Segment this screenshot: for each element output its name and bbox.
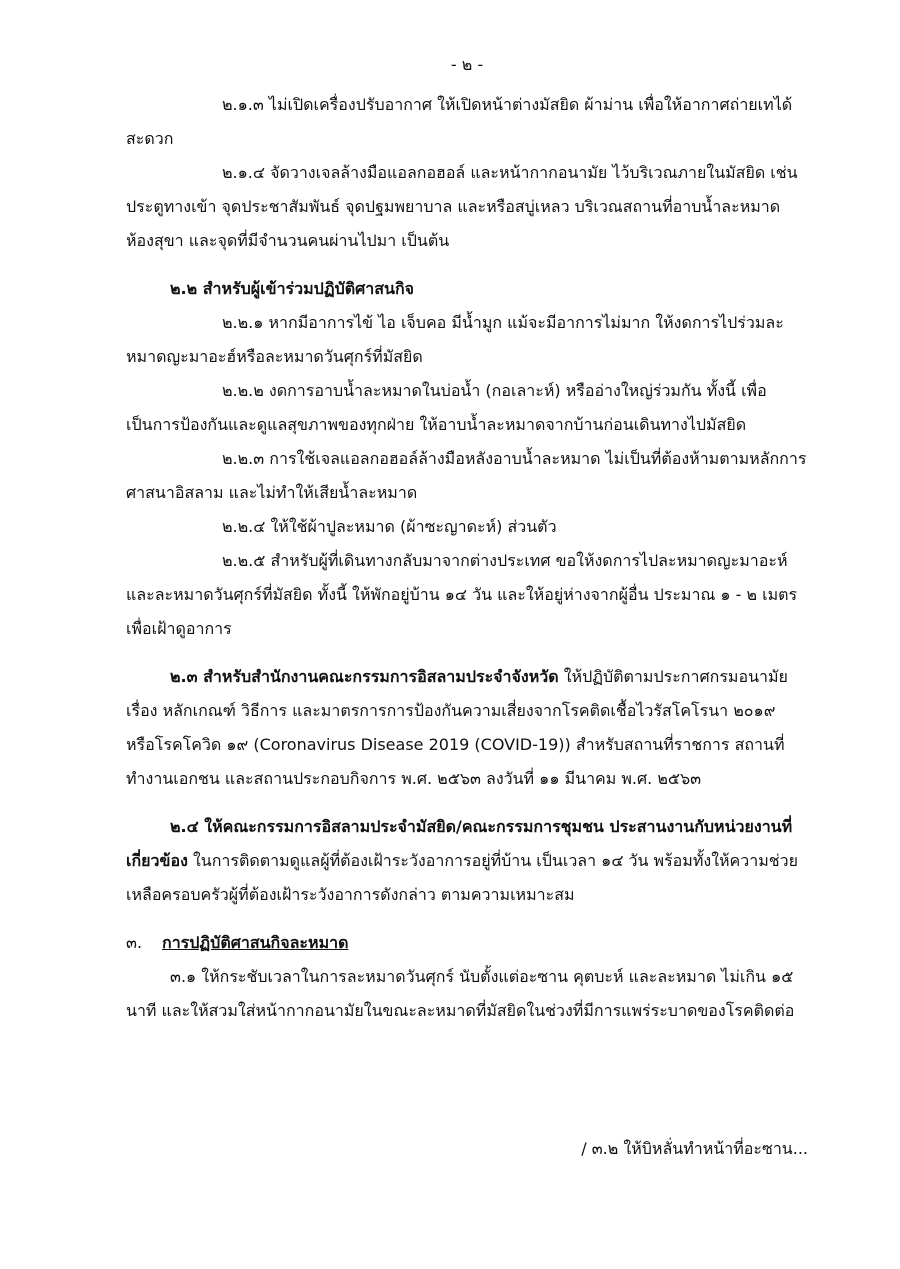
- section-3-title: การปฏิบัติศาสนกิจละหมาด: [162, 933, 349, 952]
- page-number: - ๒ -: [450, 55, 484, 74]
- section-3-number: ๓.: [126, 933, 143, 952]
- item-2-3-heading: ๒.๓ สำหรับสำนักงานคณะกรรมการอิสลามประจำจังหวัด: [170, 667, 559, 686]
- item-2-1-4: ๒.๑.๔ จัดวางเจลล้างมือแอลกอฮอล์ และหน้ากากอนามัย ไว้บริเวณภายในมัสยิด เช่น ประตูทางเข้า จุดประชาสัมพันธ์ จุดปฐมพยาบาล และหรือสบู่เหลว บริเวณสถานที่อาบน้ำละหมาด ห้องสุขา และจุดที่มีจำนวนคนผ่านไปมา เป็นต้น: [126, 163, 798, 250]
- item-2-3-text: ให้ปฏิบัติตามประกาศกรมอนามัย เรื่อง หลักเกณฑ์ วิธีการ และมาตรการการป้องกันความเสี่ยงจากโรคติดเชื้อไวรัสโคโรนา ๒๐๑๙ หรือโรคโควิด ๑๙ (Coronavirus Disease 2019 (COVID-19)) สำหรับสถานที่ราชการ สถานที่ทำงานเอกชน และสถานประกอบกิจการ พ.ศ. ๒๕๖๓ ลงวันที่ ๑๑ มีนาคม พ.ศ. ๒๕๖๓: [126, 667, 788, 788]
- item-2-2-3: ๒.๒.๓ การใช้เจลแอลกอฮอล์ล้างมือหลังอาบน้ำละหมาด ไม่เป็นที่ต้องห้ามตามหลักการศาสนาอิสลาม และไม่ทำให้เสียน้ำละหมาด: [126, 449, 807, 502]
- item-2-2-1: ๒.๒.๑ หากมีอาการไข้ ไอ เจ็บคอ มีน้ำมูก แม้จะมีอาการไม่มาก ให้งดการไปร่วมละหมาดญะมาอะฮ์หรือละหมาดวันศุกร์ที่มัสยิด: [126, 313, 784, 366]
- item-2-2-5: ๒.๒.๕ สำหรับผู้ที่เดินทางกลับมาจากต่างประเทศ ขอให้งดการไปละหมาดญะมาอะห์และละหมาดวันศุกร์ที่มัสยิด ทั้งนี้ ให้พักอยู่บ้าน ๑๔ วัน และให้อยู่ห่างจากผู้อื่น ประมาณ ๑ - ๒ เมตร เพื่อเฝ้าดูอาการ: [126, 551, 798, 638]
- section-3-heading: [126, 926, 808, 960]
- item-2-4-heading: ๒.๔ ให้คณะกรรมการอิสลามประจำมัสยิด/คณะกรรมการชุมชน ประสานงานกับหน่วยงานที่เกี่ยวข้อง: [126, 817, 793, 870]
- continuation-note: / ๓.๒ ให้บิหลั่นทำหน้าที่อะซาน...: [581, 1139, 808, 1158]
- heading-2-2: ๒.๒ สำหรับผู้เข้าร่วมปฏิบัติศาสนกิจ: [170, 279, 415, 298]
- item-2-3: [126, 660, 808, 796]
- item-2-2-4: ๒.๒.๔ ให้ใช้ผ้าปูละหมาด (ผ้าซะญาดะห์) ส่วนตัว: [222, 517, 557, 536]
- item-2-2-2: ๒.๒.๒ งดการอาบน้ำละหมาดในบ่อน้ำ (กอเลาะห์) หรืออ่างใหญ่ร่วมกัน ทั้งนี้ เพื่อเป็นการป้องกันและดูแลสุขภาพของทุกฝ่าย ให้อาบน้ำละหมาดจากบ้านก่อนเดินทางไปมัสยิด: [126, 381, 767, 434]
- item-2-4-text: ในการติดตามดูแลผู้ที่ต้องเฝ้าระวังอาการอยู่ที่บ้าน เป็นเวลา ๑๔ วัน พร้อมทั้งให้ความช่วยเหลือครอบครัวผู้ที่ต้องเฝ้าระวังอาการดังกล่าว ตามความเหมาะสม: [126, 851, 798, 904]
- item-2-4: [126, 810, 808, 912]
- item-2-1-3: ๒.๑.๓ ไม่เปิดเครื่องปรับอากาศ ให้เปิดหน้าต่างมัสยิด ผ้าม่าน เพื่อให้อากาศถ่ายเทได้สะดวก: [126, 95, 793, 148]
- item-3-1: ๓.๑ ให้กระชับเวลาในการละหมาดวันศุกร์ นับตั้งแต่อะซาน คุตบะห์ และละหมาด ไม่เกิน ๑๕ นาที และให้สวมใส่หน้ากากอนามัยในขณะละหมาดที่มัสยิดในช่วงที่มีการแพร่ระบาดของโรคติดต่อ: [126, 967, 795, 1020]
